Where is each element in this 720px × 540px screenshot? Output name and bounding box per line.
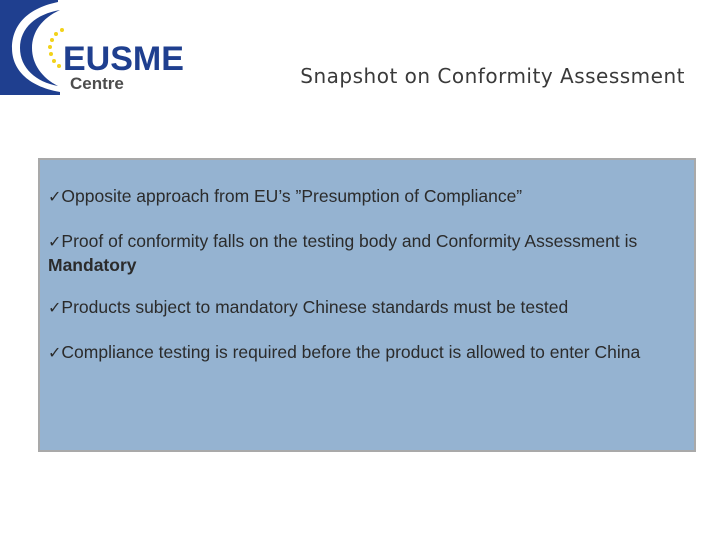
bullet-item [48, 341, 688, 365]
logo-sub: Centre [70, 74, 124, 93]
eusme-centre-logo [0, 0, 190, 95]
bullet-text: Compliance testing is required before the product is allowed to enter China [61, 342, 641, 362]
bullet-item [48, 185, 688, 209]
bullet-text: Proof of conformity falls on the testing body and Conformity Assessment is [61, 231, 638, 251]
check-icon: ✓ [48, 234, 62, 251]
logo-word: EUSME [63, 40, 184, 78]
slide-title: Snapshot on Conformity Assessment [300, 64, 685, 88]
check-icon: ✓ [48, 300, 62, 317]
content-box [38, 158, 696, 452]
check-icon: ✓ [48, 189, 62, 206]
bullet-bold-text: Mandatory [48, 255, 137, 275]
bullet-item [48, 296, 688, 320]
check-icon: ✓ [48, 345, 62, 362]
bullet-item [48, 230, 688, 276]
bullet-text: Opposite approach from EU’s ”Presumption of Compliance” [61, 186, 523, 206]
bullet-text: Products subject to mandatory Chinese standards must be tested [61, 297, 569, 317]
